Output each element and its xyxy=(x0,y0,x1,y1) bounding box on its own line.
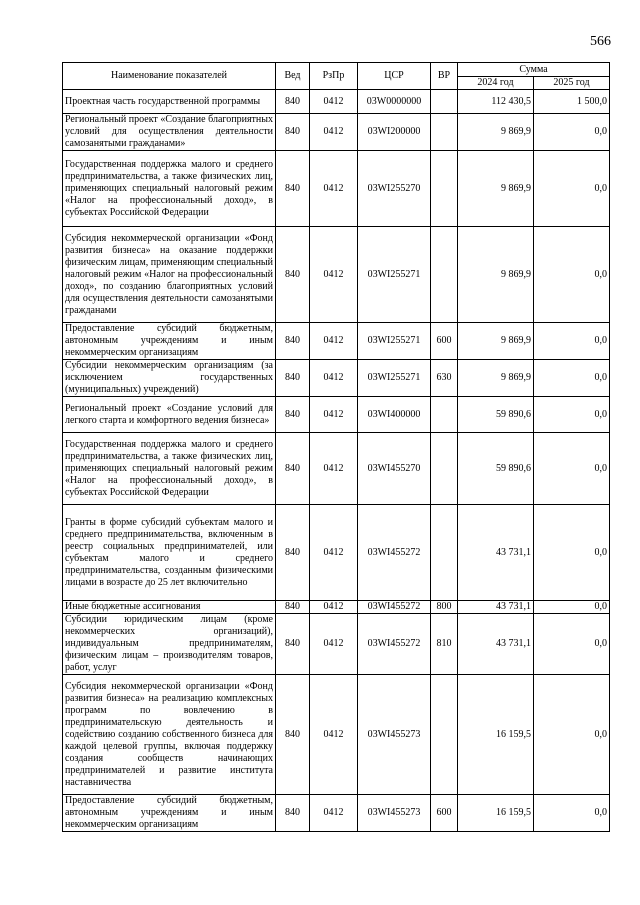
row-ved: 840 xyxy=(276,227,310,323)
row-rzpr: 0412 xyxy=(310,323,358,360)
row-name: Гранты в форме субсидий субъектам малого и среднего предпринимательства, включенным в реестр социальных предпринимателей, или субъектам малого и среднего предпринимательства, созданным физическими лицами в возрасте до 25 лет включительно xyxy=(63,505,276,601)
row-rzpr: 0412 xyxy=(310,151,358,227)
row-rzpr: 0412 xyxy=(310,601,358,614)
row-name: Предоставление субсидий бюджетным, автономным учреждениям и иным некоммерческим организациям xyxy=(63,323,276,360)
header-csr: ЦСР xyxy=(358,63,431,90)
row-2025: 0,0 xyxy=(534,151,610,227)
row-2024: 43 731,1 xyxy=(458,505,534,601)
row-rzpr: 0412 xyxy=(310,795,358,832)
row-vr xyxy=(431,397,458,433)
row-ved: 840 xyxy=(276,675,310,795)
row-name: Субсидия некоммерческой организации «Фонд развития бизнеса» на реализацию комплексных программ по вовлечению в предпринимательскую деятельность и содействию созданию собственного бизнеса для каждой целевой группы, включая поддержку создания сообществ начинающих предпринимателей и развитие института наставничества xyxy=(63,675,276,795)
row-ved: 840 xyxy=(276,601,310,614)
row-name: Иные бюджетные ассигнования xyxy=(63,601,276,614)
budget-table xyxy=(62,62,610,832)
row-ved: 840 xyxy=(276,323,310,360)
row-csr: 03WI200000 xyxy=(358,114,431,151)
row-vr: 630 xyxy=(431,360,458,397)
table-row xyxy=(63,360,610,397)
row-2024: 9 869,9 xyxy=(458,227,534,323)
row-csr: 03WI255271 xyxy=(358,227,431,323)
table-row xyxy=(63,397,610,433)
row-rzpr: 0412 xyxy=(310,397,358,433)
row-2024: 59 890,6 xyxy=(458,397,534,433)
row-ved: 840 xyxy=(276,433,310,505)
table-row xyxy=(63,433,610,505)
row-2024: 9 869,9 xyxy=(458,360,534,397)
row-vr xyxy=(431,675,458,795)
table-row xyxy=(63,505,610,601)
row-2025: 0,0 xyxy=(534,795,610,832)
page-number: 566 xyxy=(590,34,611,49)
row-csr: 03WI455272 xyxy=(358,505,431,601)
table-row xyxy=(63,114,610,151)
row-rzpr: 0412 xyxy=(310,614,358,675)
row-csr: 03W0000000 xyxy=(358,90,431,114)
row-2025: 0,0 xyxy=(534,433,610,505)
row-2024: 43 731,1 xyxy=(458,614,534,675)
row-ved: 840 xyxy=(276,795,310,832)
table-row xyxy=(63,90,610,114)
row-rzpr: 0412 xyxy=(310,114,358,151)
header-sum: Сумма xyxy=(458,63,610,77)
table-row xyxy=(63,614,610,675)
table-row xyxy=(63,601,610,614)
row-vr: 810 xyxy=(431,614,458,675)
row-csr: 03WI255271 xyxy=(358,323,431,360)
row-2024: 16 159,5 xyxy=(458,675,534,795)
row-ved: 840 xyxy=(276,614,310,675)
row-2025: 0,0 xyxy=(534,114,610,151)
row-ved: 840 xyxy=(276,505,310,601)
row-2024: 9 869,9 xyxy=(458,323,534,360)
row-rzpr: 0412 xyxy=(310,360,358,397)
row-csr: 03WI455270 xyxy=(358,433,431,505)
row-2025: 0,0 xyxy=(534,360,610,397)
table-row xyxy=(63,323,610,360)
row-name: Государственная поддержка малого и среднего предпринимательства, а также физических лиц, применяющих специальный налоговый режим «Налог на профессиональный доход», в субъектах Российской Федерации xyxy=(63,433,276,505)
row-2025: 0,0 xyxy=(534,323,610,360)
row-csr: 03WI255271 xyxy=(358,360,431,397)
row-vr: 600 xyxy=(431,795,458,832)
row-vr: 800 xyxy=(431,601,458,614)
row-vr xyxy=(431,505,458,601)
row-name: Субсидия некоммерческой организации «Фонд развития бизнеса» на оказание поддержки физическим лицам, применяющим специальный налоговый режим «Налог на профессиональный доход», по созданию благоприятных условий для осуществления деятельности самозанятыми гражданами xyxy=(63,227,276,323)
row-vr xyxy=(431,151,458,227)
row-name: Субсидии юридическим лицам (кроме некоммерческих организаций), индивидуальным предпринимателям, физическим лицам – производителям товаров, работ, услуг xyxy=(63,614,276,675)
row-name: Субсидии некоммерческим организациям (за исключением государственных (муниципальных) учреждений) xyxy=(63,360,276,397)
row-vr: 600 xyxy=(431,323,458,360)
row-2025: 0,0 xyxy=(534,675,610,795)
row-2025: 1 500,0 xyxy=(534,90,610,114)
row-2025: 0,0 xyxy=(534,397,610,433)
row-2025: 0,0 xyxy=(534,614,610,675)
row-2025: 0,0 xyxy=(534,227,610,323)
header-name: Наименование показателей xyxy=(63,63,276,90)
row-vr xyxy=(431,433,458,505)
row-ved: 840 xyxy=(276,360,310,397)
row-ved: 840 xyxy=(276,90,310,114)
header-rzpr: РзПр xyxy=(310,63,358,90)
row-csr: 03WI455273 xyxy=(358,675,431,795)
header-2025: 2025 год xyxy=(534,77,610,90)
header-ved: Вед xyxy=(276,63,310,90)
row-2024: 112 430,5 xyxy=(458,90,534,114)
table-row xyxy=(63,151,610,227)
row-csr: 03WI255270 xyxy=(358,151,431,227)
row-ved: 840 xyxy=(276,151,310,227)
row-2025: 0,0 xyxy=(534,505,610,601)
row-name: Государственная поддержка малого и среднего предпринимательства, а также физических лиц, применяющих специальный налоговый режим «Налог на профессиональный доход», в субъектах Российской Федерации xyxy=(63,151,276,227)
row-csr: 03WI455273 xyxy=(358,795,431,832)
row-vr xyxy=(431,90,458,114)
row-2024: 43 731,1 xyxy=(458,601,534,614)
row-csr: 03WI455272 xyxy=(358,601,431,614)
row-2024: 16 159,5 xyxy=(458,795,534,832)
row-vr xyxy=(431,114,458,151)
table-row xyxy=(63,227,610,323)
row-2025: 0,0 xyxy=(534,601,610,614)
row-2024: 9 869,9 xyxy=(458,114,534,151)
row-csr: 03WI455272 xyxy=(358,614,431,675)
table-row xyxy=(63,675,610,795)
row-ved: 840 xyxy=(276,114,310,151)
row-csr: 03WI400000 xyxy=(358,397,431,433)
row-rzpr: 0412 xyxy=(310,505,358,601)
header-vr: ВР xyxy=(431,63,458,90)
row-name: Предоставление субсидий бюджетным, автономным учреждениям и иным некоммерческим организациям xyxy=(63,795,276,832)
row-name: Региональный проект «Создание условий для легкого старта и комфортного ведения бизнеса» xyxy=(63,397,276,433)
row-2024: 9 869,9 xyxy=(458,151,534,227)
row-rzpr: 0412 xyxy=(310,227,358,323)
row-rzpr: 0412 xyxy=(310,90,358,114)
row-name: Проектная часть государственной программы xyxy=(63,90,276,114)
row-2024: 59 890,6 xyxy=(458,433,534,505)
table-row xyxy=(63,795,610,832)
header-2024: 2024 год xyxy=(458,77,534,90)
row-vr xyxy=(431,227,458,323)
row-ved: 840 xyxy=(276,397,310,433)
row-name: Региональный проект «Создание благоприятных условий для осуществления деятельности самозанятыми гражданами» xyxy=(63,114,276,151)
row-rzpr: 0412 xyxy=(310,433,358,505)
row-rzpr: 0412 xyxy=(310,675,358,795)
